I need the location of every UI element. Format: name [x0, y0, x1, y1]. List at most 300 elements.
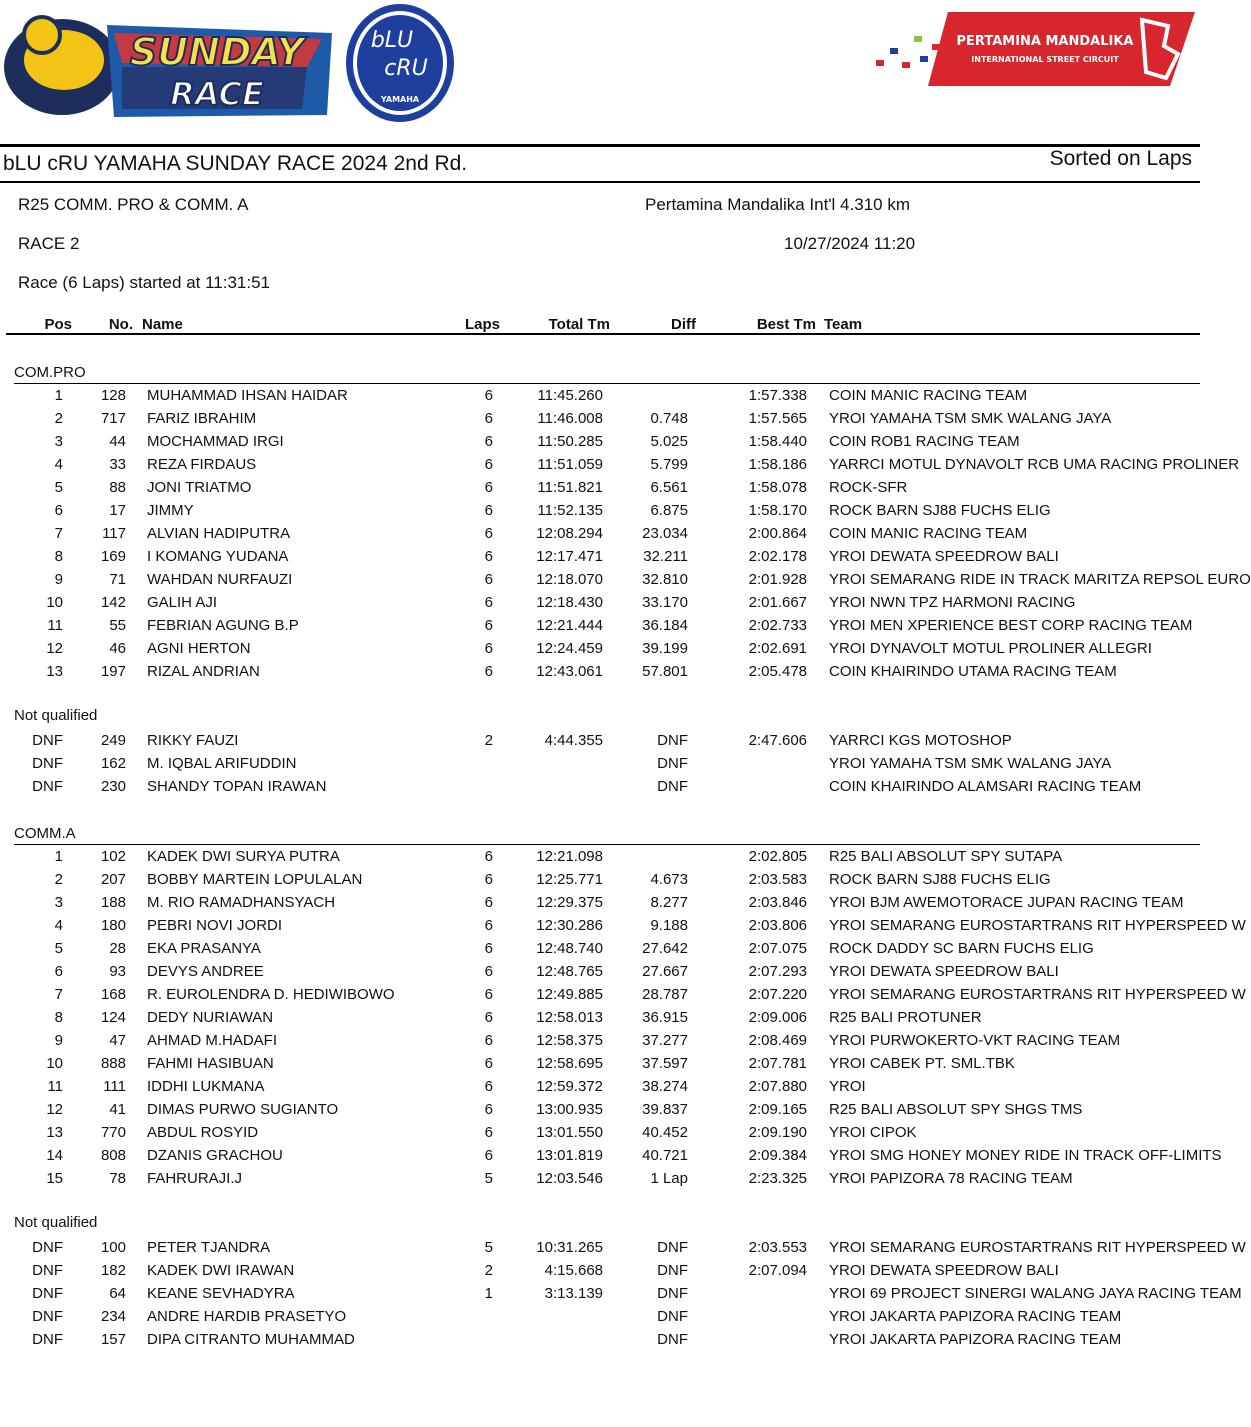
cell-pos: 7 [54, 525, 63, 542]
cell-best: 1:58.078 [748, 479, 807, 496]
cell-diff: 36.915 [642, 1009, 688, 1026]
cell-diff: 37.277 [642, 1032, 688, 1049]
result-row [0, 1075, 1200, 1098]
event-title: bLU cRU YAMAHA SUNDAY RACE 2024 2nd Rd. [3, 152, 468, 175]
cell-best: 2:07.781 [748, 1055, 807, 1072]
cell-pos: 6 [54, 502, 63, 519]
not-qualified-row [0, 752, 1200, 775]
cell-team: YROI SEMARANG EUROSTARTRANS RIT HYPERSPEED W [829, 917, 1246, 934]
cell-pos: DNF [32, 755, 63, 772]
cell-best: 2:08.469 [748, 1032, 807, 1049]
cell-diff: 8.277 [650, 894, 688, 911]
cell-pos: DNF [32, 1285, 63, 1302]
cell-laps: 6 [484, 640, 493, 657]
result-row [0, 1121, 1200, 1144]
col-header-laps: Laps [464, 316, 500, 333]
result-row [0, 614, 1200, 637]
cell-name: DIMAS PURWO SUGIANTO [147, 1101, 339, 1118]
result-row [0, 914, 1246, 937]
result-row [0, 637, 1200, 660]
cell-no: 124 [100, 1009, 126, 1026]
cell-total: 12:58.375 [536, 1032, 603, 1049]
cell-laps: 6 [484, 617, 493, 634]
cell-team: R25 BALI PROTUNER [829, 1009, 982, 1026]
cell-total: 12:48.740 [536, 940, 603, 957]
result-row [0, 384, 1200, 407]
cell-no: 71 [109, 571, 126, 588]
cell-laps: 6 [484, 1032, 493, 1049]
cell-team: YROI SEMARANG EUROSTARTRANS RIT HYPERSPEED W [829, 1239, 1246, 1256]
cell-team: YROI MEN XPERIENCE BEST CORP RACING TEAM [829, 617, 1193, 634]
result-row [0, 891, 1200, 914]
cell-laps: 6 [484, 663, 493, 680]
cell-no: 47 [109, 1032, 126, 1049]
cell-laps: 6 [484, 894, 493, 911]
cell-best: 2:05.478 [748, 663, 807, 680]
cell-diff: 36.184 [642, 617, 688, 634]
not-qualified-row [0, 1282, 1242, 1305]
title-rule [0, 181, 1200, 183]
col-header-name: Name [142, 316, 183, 333]
cell-pos: 3 [54, 894, 63, 911]
cell-pos: 4 [54, 917, 63, 934]
sunday-race-logo [2, 5, 337, 125]
cell-pos: DNF [32, 1331, 63, 1348]
cell-team: YROI SEMARANG RIDE IN TRACK MARITZA REPSOL EURO [829, 571, 1251, 588]
cell-name: DEVYS ANDREE [147, 963, 264, 980]
cell-best: 1:57.338 [748, 387, 807, 404]
class-group-label: COM.PRO [14, 364, 86, 381]
cell-name: IDDHI LUKMANA [147, 1078, 265, 1095]
cell-total: 12:43.061 [536, 663, 603, 680]
cell-pos: 9 [54, 571, 63, 588]
cell-diff: 39.199 [642, 640, 688, 657]
cell-team: ROCK-SFR [829, 479, 908, 496]
cell-team: YARRCI MOTUL DYNAVOLT RCB UMA RACING PROLINER [829, 456, 1240, 473]
cell-laps: 6 [484, 502, 493, 519]
cell-no: 169 [100, 548, 126, 565]
cell-name: M. RIO RAMADHANSYACH [147, 894, 336, 911]
cell-total: 11:51.059 [537, 456, 603, 473]
race-datetime: 10/27/2024 11:20 [784, 234, 916, 253]
cell-team: R25 BALI ABSOLUT SPY SUTAPA [829, 848, 1063, 865]
cell-name: M. IQBAL ARIFUDDIN [147, 755, 297, 772]
cell-best: 2:09.006 [748, 1009, 807, 1026]
cell-pos: DNF [32, 1239, 63, 1256]
cell-name: FAHMI HASIBUAN [147, 1055, 274, 1072]
cell-pos: 11 [47, 1078, 63, 1095]
result-row [0, 868, 1200, 891]
cell-total: 12:30.286 [536, 917, 603, 934]
cell-total: 12:59.372 [536, 1078, 603, 1095]
cell-diff: 23.034 [642, 525, 688, 542]
cell-team: YROI JAKARTA PAPIZORA RACING TEAM [829, 1308, 1122, 1325]
cell-total: 3:13.139 [544, 1285, 603, 1302]
cell-laps: 6 [484, 433, 493, 450]
cell-name: FAHRURAJI.J [147, 1170, 243, 1187]
cell-pos: 13 [46, 1124, 63, 1141]
cell-no: 88 [109, 479, 126, 496]
cell-name: FEBRIAN AGUNG B.P [147, 617, 299, 634]
cell-best: 1:58.186 [748, 456, 807, 473]
cell-no: 182 [100, 1262, 126, 1279]
cell-no: 100 [100, 1239, 126, 1256]
result-row [0, 476, 1200, 499]
cell-name: FARIZ IBRAHIM [147, 410, 257, 427]
result-row [0, 1006, 1200, 1029]
cell-team: YROI NWN TPZ HARMONI RACING [829, 594, 1076, 611]
cell-pos: 10 [46, 1055, 63, 1072]
cell-pos: 13 [46, 663, 63, 680]
result-row [0, 1052, 1200, 1075]
cell-diff: 4.673 [650, 871, 688, 888]
cell-name: AHMAD M.HADAFI [147, 1032, 278, 1049]
result-row [0, 453, 1240, 476]
cell-no: 128 [100, 387, 126, 404]
cell-name: DZANIS GRACHOU [147, 1147, 283, 1164]
cell-team: YROI PURWOKERTO-VKT RACING TEAM [829, 1032, 1121, 1049]
cell-pos: 3 [54, 433, 63, 450]
not-qualified-row [0, 775, 1200, 798]
cell-no: 33 [109, 456, 126, 473]
cell-laps: 6 [484, 963, 493, 980]
result-row [0, 591, 1200, 614]
cell-team: COIN KHAIRINDO UTAMA RACING TEAM [829, 663, 1117, 680]
cell-laps: 5 [484, 1170, 493, 1187]
svg-text:RACE: RACE [170, 75, 264, 113]
cell-pos: DNF [32, 1262, 63, 1279]
cell-no: 770 [100, 1124, 126, 1141]
cell-no: 55 [109, 617, 126, 634]
cell-best: 2:09.190 [748, 1124, 807, 1141]
cell-laps: 6 [484, 410, 493, 427]
cell-no: 808 [100, 1147, 126, 1164]
cell-no: 180 [100, 917, 126, 934]
cell-no: 93 [109, 963, 126, 980]
cell-best: 2:07.880 [748, 1078, 807, 1095]
cell-pos: 9 [54, 1032, 63, 1049]
cell-team: YROI 69 PROJECT SINERGI WALANG JAYA RACING TEAM [829, 1285, 1242, 1302]
cell-best: 2:03.583 [748, 871, 807, 888]
cell-name: JIMMY [147, 502, 194, 519]
cell-total: 10:31.265 [536, 1239, 603, 1256]
cell-diff: DNF [657, 778, 688, 795]
cell-pos: 14 [46, 1147, 63, 1164]
cell-team: YROI SMG HONEY MONEY RIDE IN TRACK OFF-LIMITS [829, 1147, 1222, 1164]
cell-total: 11:51.821 [537, 479, 603, 496]
cell-no: 78 [109, 1170, 126, 1187]
cell-no: 117 [102, 525, 126, 542]
cell-no: 207 [100, 871, 126, 888]
cell-laps: 1 [484, 1285, 493, 1302]
result-row [0, 568, 1251, 591]
result-row [0, 660, 1200, 683]
col-header-best: Best Tm [756, 316, 816, 333]
svg-text:bLU: bLU [370, 28, 414, 53]
not-qualified-label: Not qualified [14, 707, 98, 724]
cell-total: 12:21.444 [536, 617, 603, 634]
cell-laps: 6 [484, 594, 493, 611]
cell-diff: 32.211 [643, 548, 688, 565]
cell-total: 12:18.430 [536, 594, 603, 611]
cell-laps: 2 [484, 1262, 493, 1279]
cell-name: AGNI HERTON [147, 640, 251, 657]
cell-team: YROI DEWATA SPEEDROW BALI [829, 1262, 1059, 1279]
cell-diff: 28.787 [642, 986, 688, 1003]
cell-no: 717 [100, 410, 126, 427]
col-header-total: Total Tm [548, 316, 610, 333]
cell-pos: 11 [47, 617, 63, 634]
cell-team: YARRCI KGS MOTOSHOP [829, 732, 1012, 749]
cell-best: 2:02.178 [748, 548, 807, 565]
cell-best: 2:03.553 [748, 1239, 807, 1256]
cell-name: DEDY NURIAWAN [147, 1009, 274, 1026]
cell-total: 12:17.471 [536, 548, 603, 565]
cell-diff: 0.748 [650, 410, 688, 427]
col-header-diff: Diff [671, 316, 696, 333]
cell-total: 12:48.765 [536, 963, 603, 980]
cell-laps: 6 [484, 1055, 493, 1072]
cell-no: 28 [109, 940, 126, 957]
cell-total: 12:18.070 [536, 571, 603, 588]
cell-name: R. EUROLENDRA D. HEDIWIBOWO [147, 986, 395, 1003]
cell-name: BOBBY MARTEIN LOPULALAN [147, 871, 363, 888]
cell-no: 142 [100, 594, 126, 611]
not-qualified-row [0, 1305, 1200, 1328]
cell-total: 12:03.546 [536, 1170, 603, 1187]
cell-name: WAHDAN NURFAUZI [147, 571, 293, 588]
cell-no: 46 [109, 640, 126, 657]
cell-pos: 2 [54, 871, 63, 888]
cell-name: PETER TJANDRA [147, 1239, 271, 1256]
cell-best: 1:57.565 [748, 410, 807, 427]
cell-laps: 6 [484, 525, 493, 542]
result-row [0, 845, 1200, 868]
cell-total: 11:52.135 [537, 502, 603, 519]
cell-no: 44 [109, 433, 126, 450]
result-row [0, 1029, 1200, 1052]
cell-diff: 40.721 [642, 1147, 688, 1164]
cell-diff: DNF [657, 1308, 688, 1325]
cell-team: COIN MANIC RACING TEAM [829, 387, 1028, 404]
cell-no: 168 [100, 986, 126, 1003]
cell-team: YROI DEWATA SPEEDROW BALI [829, 963, 1059, 980]
cell-name: MOCHAMMAD IRGI [147, 433, 284, 450]
cell-diff: 57.801 [642, 663, 688, 680]
cell-diff: 9.188 [650, 917, 688, 934]
cell-laps: 6 [484, 917, 493, 934]
cell-laps: 6 [484, 387, 493, 404]
pertamina-mandalika-logo [870, 12, 1195, 90]
result-row [0, 407, 1200, 430]
class-name: R25 COMM. PRO & COMM. A [18, 195, 249, 214]
cell-laps: 5 [484, 1239, 493, 1256]
cell-team: COIN MANIC RACING TEAM [829, 525, 1028, 542]
cell-team: YROI DYNAVOLT MOTUL PROLINER ALLEGRI [829, 640, 1152, 657]
cell-total: 13:01.550 [536, 1124, 603, 1141]
cell-pos: DNF [32, 778, 63, 795]
cell-name: KEANE SEVHADYRA [147, 1285, 295, 1302]
cell-best: 2:07.220 [748, 986, 807, 1003]
cell-best: 2:47.606 [748, 732, 807, 749]
cell-laps: 6 [484, 1101, 493, 1118]
cell-no: 17 [109, 502, 126, 519]
race-start-info: Race (6 Laps) started at 11:31:51 [18, 273, 271, 292]
cell-name: KADEK DWI IRAWAN [147, 1262, 295, 1279]
cell-team: YROI SEMARANG EUROSTARTRANS RIT HYPERSPEED W [829, 986, 1246, 1003]
cell-no: 102 [100, 848, 126, 865]
cell-diff: 38.274 [642, 1078, 688, 1095]
cell-team: YROI JAKARTA PAPIZORA RACING TEAM [829, 1331, 1122, 1348]
cell-total: 12:58.013 [536, 1009, 603, 1026]
result-row [0, 960, 1200, 983]
result-row [0, 522, 1200, 545]
cell-pos: 12 [46, 1101, 63, 1118]
cell-diff: DNF [657, 1262, 688, 1279]
cell-best: 2:01.928 [748, 571, 807, 588]
cell-pos: 10 [46, 594, 63, 611]
result-row [0, 545, 1200, 568]
cell-laps: 6 [484, 940, 493, 957]
cell-no: 162 [100, 755, 126, 772]
cell-pos: 7 [54, 986, 63, 1003]
svg-text:YAMAHA: YAMAHA [380, 95, 420, 104]
cell-no: 888 [100, 1055, 126, 1072]
cell-total: 4:15.668 [544, 1262, 603, 1279]
cell-laps: 6 [484, 986, 493, 1003]
cell-pos: 15 [46, 1170, 63, 1187]
cell-pos: 1 [54, 387, 63, 404]
header-rule [0, 144, 1200, 147]
cell-pos: 5 [54, 940, 63, 957]
cell-best: 2:07.075 [748, 940, 807, 957]
cell-team: YROI DEWATA SPEEDROW BALI [829, 548, 1059, 565]
cell-total: 12:08.294 [536, 525, 603, 542]
cell-best: 2:02.691 [748, 640, 807, 657]
cell-team: YROI YAMAHA TSM SMK WALANG JAYA [829, 755, 1112, 772]
cell-name: EKA PRASANYA [147, 940, 261, 957]
not-qualified-label: Not qualified [14, 1214, 98, 1231]
cell-name: REZA FIRDAUS [147, 456, 257, 473]
not-qualified-row [0, 1259, 1200, 1282]
result-row [0, 430, 1200, 453]
cell-laps: 6 [484, 1124, 493, 1141]
cell-name: RIKKY FAUZI [147, 732, 239, 749]
col-header-team: Team [824, 316, 863, 333]
not-qualified-row [0, 729, 1200, 752]
cell-pos: 8 [54, 548, 63, 565]
not-qualified-row [0, 1328, 1200, 1351]
cell-laps: 6 [484, 1147, 493, 1164]
circuit-name: Pertamina Mandalika Int'l 4.310 km [645, 195, 910, 214]
result-row [0, 499, 1200, 522]
cell-laps: 6 [484, 479, 493, 496]
cell-diff: 6.561 [650, 479, 688, 496]
cell-diff: 27.642 [642, 940, 688, 957]
cell-name: ALVIAN HADIPUTRA [147, 525, 291, 542]
cell-laps: 6 [484, 456, 493, 473]
sort-label: Sorted on Laps [1049, 147, 1192, 170]
cell-team: YROI CABEK PT. SML.TBK [829, 1055, 1015, 1072]
cell-laps: 2 [484, 732, 493, 749]
cell-total: 11:46.008 [537, 410, 603, 427]
cell-laps: 6 [484, 1078, 493, 1095]
col-header-no: No. [108, 316, 133, 333]
cell-diff: 1 Lap [650, 1170, 688, 1187]
cell-name: PEBRI NOVI JORDI [147, 917, 283, 934]
cell-pos: 12 [46, 640, 63, 657]
cell-best: 2:23.325 [748, 1170, 807, 1187]
cell-diff: 27.667 [642, 963, 688, 980]
cell-best: 2:09.165 [748, 1101, 807, 1118]
col-header-pos: Pos [44, 316, 72, 333]
svg-text:SUNDAY: SUNDAY [129, 30, 305, 74]
not-qualified-row [0, 1236, 1246, 1259]
result-row [0, 1098, 1200, 1121]
cell-best: 1:58.170 [748, 502, 807, 519]
cell-no: 64 [109, 1285, 126, 1302]
cell-team: YROI BJM AWEMOTORACE JUPAN RACING TEAM [829, 894, 1184, 911]
cell-diff: DNF [657, 1239, 688, 1256]
cell-best: 2:01.667 [748, 594, 807, 611]
cell-pos: 2 [54, 410, 63, 427]
cell-best: 1:58.440 [748, 433, 807, 450]
race-name: RACE 2 [18, 234, 80, 253]
result-row [0, 1167, 1200, 1190]
cell-pos: 1 [54, 848, 63, 865]
cell-team: YROI [829, 1078, 866, 1095]
cell-no: 111 [103, 1078, 126, 1095]
cell-total: 11:50.285 [537, 433, 603, 450]
cell-total: 12:25.771 [536, 871, 603, 888]
result-row [0, 1144, 1222, 1167]
cell-diff: 5.025 [650, 433, 688, 450]
cell-name: JONI TRIATMO [147, 479, 252, 496]
cell-team: ROCK DADDY SC BARN FUCHS ELIG [829, 940, 1094, 957]
cell-total: 11:45.260 [537, 387, 603, 404]
cell-total: 12:58.695 [536, 1055, 603, 1072]
cell-best: 2:07.293 [748, 963, 807, 980]
cell-laps: 6 [484, 548, 493, 565]
cell-diff: 5.799 [650, 456, 688, 473]
cell-pos: DNF [32, 1308, 63, 1325]
cell-diff: DNF [657, 1285, 688, 1302]
result-row [0, 983, 1246, 1006]
cell-no: 157 [100, 1331, 126, 1348]
result-row [0, 937, 1200, 960]
cell-name: KADEK DWI SURYA PUTRA [147, 848, 340, 865]
cell-total: 13:01.819 [536, 1147, 603, 1164]
cell-no: 234 [100, 1308, 126, 1325]
cell-total: 12:24.459 [536, 640, 603, 657]
cell-team: YROI PAPIZORA 78 RACING TEAM [829, 1170, 1073, 1187]
cell-diff: DNF [657, 1331, 688, 1348]
cell-name: DIPA CITRANTO MUHAMMAD [147, 1331, 355, 1348]
cell-diff: 6.875 [650, 502, 688, 519]
cell-best: 2:03.846 [748, 894, 807, 911]
cell-team: YROI CIPOK [829, 1124, 917, 1141]
cell-total: 13:00.935 [536, 1101, 603, 1118]
cell-team: COIN ROB1 RACING TEAM [829, 433, 1020, 450]
svg-text:PERTAMINA MANDALIKA: PERTAMINA MANDALIKA [956, 34, 1134, 49]
cell-diff: 37.597 [642, 1055, 688, 1072]
cell-team: ROCK BARN SJ88 FUCHS ELIG [829, 502, 1051, 519]
cell-pos: 8 [54, 1009, 63, 1026]
cell-best: 2:00.864 [748, 525, 807, 542]
svg-text:cRU: cRU [384, 56, 428, 81]
cell-laps: 6 [484, 1009, 493, 1026]
cell-diff: 39.837 [642, 1101, 688, 1118]
